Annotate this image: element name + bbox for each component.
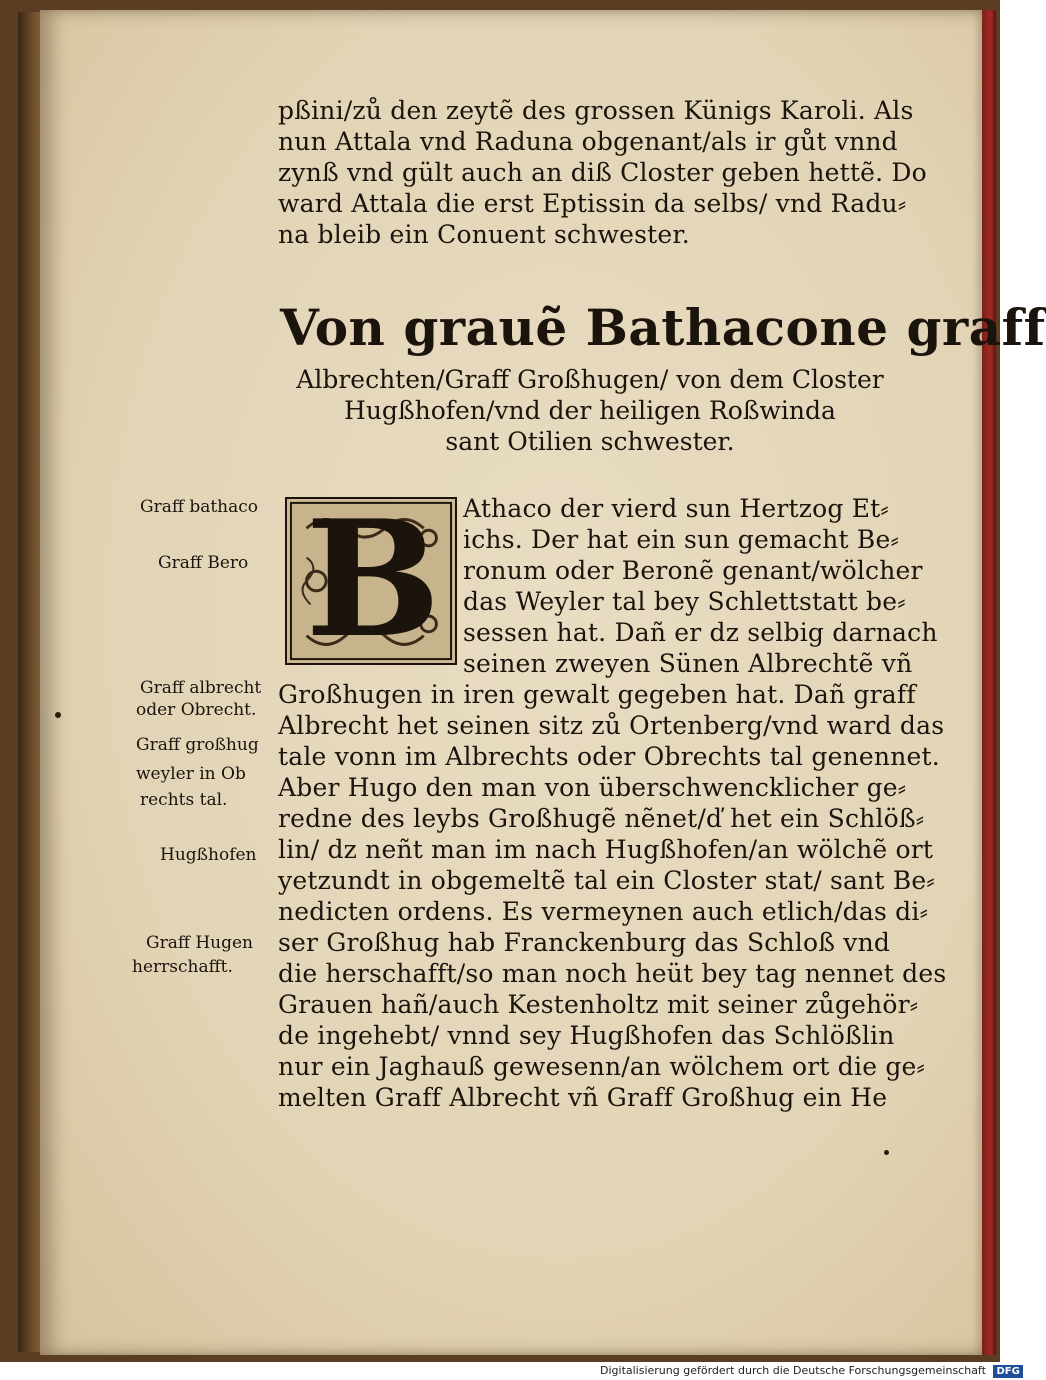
text-line: Großhugen in iren gewalt gegeben hat. Dañ graff (278, 680, 916, 709)
text-line: das Weyler tal bey Schlettstatt be⸗ (463, 587, 906, 616)
chapter-subheading: sant Otilien schwester. (445, 427, 735, 456)
margin-note: herrschafft. (132, 957, 233, 977)
dfg-logo: DFG (993, 1365, 1022, 1378)
top-paragraph (278, 95, 927, 250)
initial-letter: B (305, 485, 441, 673)
text-line: seinen zweyen Sünen Albrechtẽ vñ (463, 649, 913, 678)
decorated-initial (285, 485, 457, 673)
text-line: ronum oder Beronẽ genant/wölcher (463, 556, 923, 585)
text-line: lin/ dz neñt man im nach Hugßhofen/an wölchẽ ort (278, 835, 934, 864)
text-line: Aber Hugo den man von überschwencklicher ge⸗ (278, 773, 907, 802)
margin-note: Graff albrecht (140, 678, 262, 698)
text-line: ser Großhug hab Franckenburg das Schloß vnd (278, 928, 891, 957)
text-line: nedicten ordens. Es vermeynen auch etlich/das di⸗ (278, 897, 929, 926)
text-line: melten Graff Albrecht vñ Graff Großhug ein He (278, 1083, 888, 1112)
text-line: tale vonn im Albrechts oder Obrechts tal genennet. (278, 742, 940, 771)
chapter-subheading: Albrechten/Graff Großhugen/ von dem Closter (296, 365, 884, 394)
margin-note: Graff Bero (158, 553, 249, 573)
text-line: yetzundt in obgemeltẽ tal ein Closter stat/ sant Be⸗ (278, 866, 935, 895)
digitization-credit (600, 1363, 1020, 1379)
main-paragraph (278, 679, 947, 1113)
text-line: redne des leybs Großhugẽ nẽnet/ď het ein Schlöß⸗ (278, 804, 925, 833)
text-line: pßini/zů den zeytẽ des grossen Künigs Karoli. Als (278, 96, 914, 125)
ink-spot (55, 712, 61, 718)
text-line: ward Attala die erst Eptissin da selbs/ vnd Radu⸗ (278, 189, 907, 218)
text-line: na bleib ein Conuent schwester. (278, 220, 690, 249)
text-line: ichs. Der hat ein sun gemacht Be⸗ (463, 525, 899, 554)
text-line: sessen hat. Dañ er dz selbig darnach (463, 618, 938, 647)
margin-note: Graff Hugen (146, 933, 253, 953)
text-line: die herschafft/so man noch heüt bey tag nennet des (278, 959, 947, 988)
text-line: zynß vnd gült auch an diß Closter geben hettẽ. Do (278, 158, 927, 187)
text-line: nur ein Jaghauß gewesenn/an wölchem ort die ge⸗ (278, 1052, 926, 1081)
chapter-heading: Von grauẽ Bathacone graff (280, 298, 1046, 357)
margin-note: Hugßhofen (160, 845, 257, 865)
text-line: nun Attala vnd Raduna obgenant/als ir gůt vnnd (278, 127, 898, 156)
book-cover-edge (982, 10, 996, 1355)
text-line: Grauen hañ/auch Kestenholtz mit seiner zůgehör⸗ (278, 990, 919, 1019)
margin-note: rechts tal. (140, 790, 228, 810)
margin-note: Graff großhug (136, 735, 259, 755)
chapter-subheading: Hugßhofen/vnd der heiligen Roßwinda (344, 396, 836, 425)
margin-note: oder Obrecht. (136, 700, 257, 720)
text-line: Athaco der vierd sun Hertzog Et⸗ (463, 494, 889, 523)
text-line: de ingehebt/ vnnd sey Hugßhofen das Schlößlin (278, 1021, 895, 1050)
main-paragraph-indented (463, 493, 938, 679)
margin-note: Graff bathaco (140, 497, 259, 517)
credit-text: Digitalisierung gefördert durch die Deutsche Forschungsgemeinschaft (600, 1364, 986, 1377)
margin-note: weyler in Ob (136, 764, 246, 784)
text-line: Albrecht het seinen sitz zů Ortenberg/vnd ward das (278, 711, 945, 740)
ink-spot (884, 1150, 889, 1155)
